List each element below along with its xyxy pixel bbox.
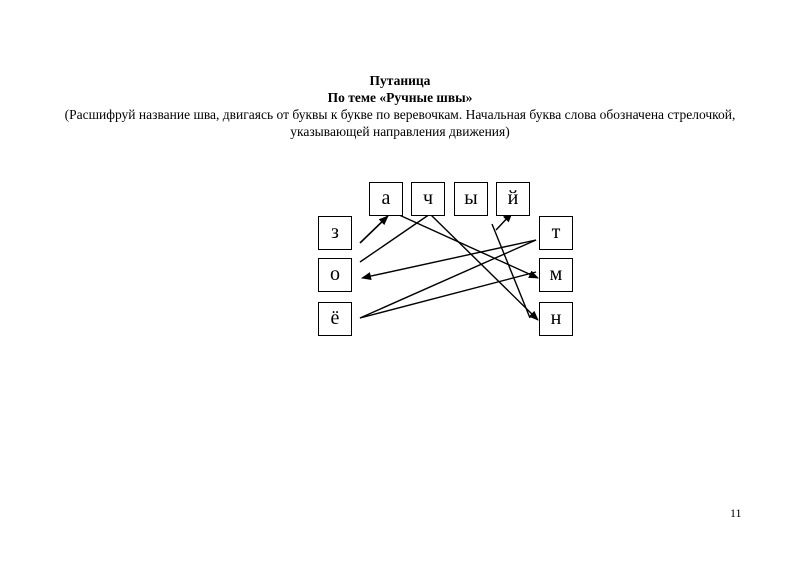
letter-box-top-3: ы [454, 182, 488, 216]
string-y-n [492, 224, 530, 318]
letter-box-top-2: ч [411, 182, 445, 216]
letter-box-right-2: м [539, 258, 573, 292]
letter-box-right-1: т [539, 216, 573, 250]
instruction-line-2: указывающей направления движения) [290, 124, 510, 139]
string-a-m [397, 214, 538, 278]
instruction-line-1: (Расшифруй название шва, двигаясь от буквы к букве по веревочкам. Начальная буква слова обозначена стрелочкой, [64, 107, 736, 122]
string-ch-n [430, 214, 538, 320]
letter-box-top-1: а [369, 182, 403, 216]
letter-box-top-4: й [496, 182, 530, 216]
string-ch-o [360, 214, 430, 262]
letter-box-left-3: ё [318, 302, 352, 336]
letter-box-left-1: з [318, 216, 352, 250]
string-start-arrow [360, 216, 388, 243]
string-t-o [362, 240, 536, 278]
letter-box-left-2: о [318, 258, 352, 292]
worksheet-title: Путаница [369, 73, 431, 88]
page-number: 11 [730, 506, 742, 520]
letter-box-right-3: н [539, 302, 573, 336]
worksheet-topic: По теме «Ручные швы» [327, 90, 473, 105]
